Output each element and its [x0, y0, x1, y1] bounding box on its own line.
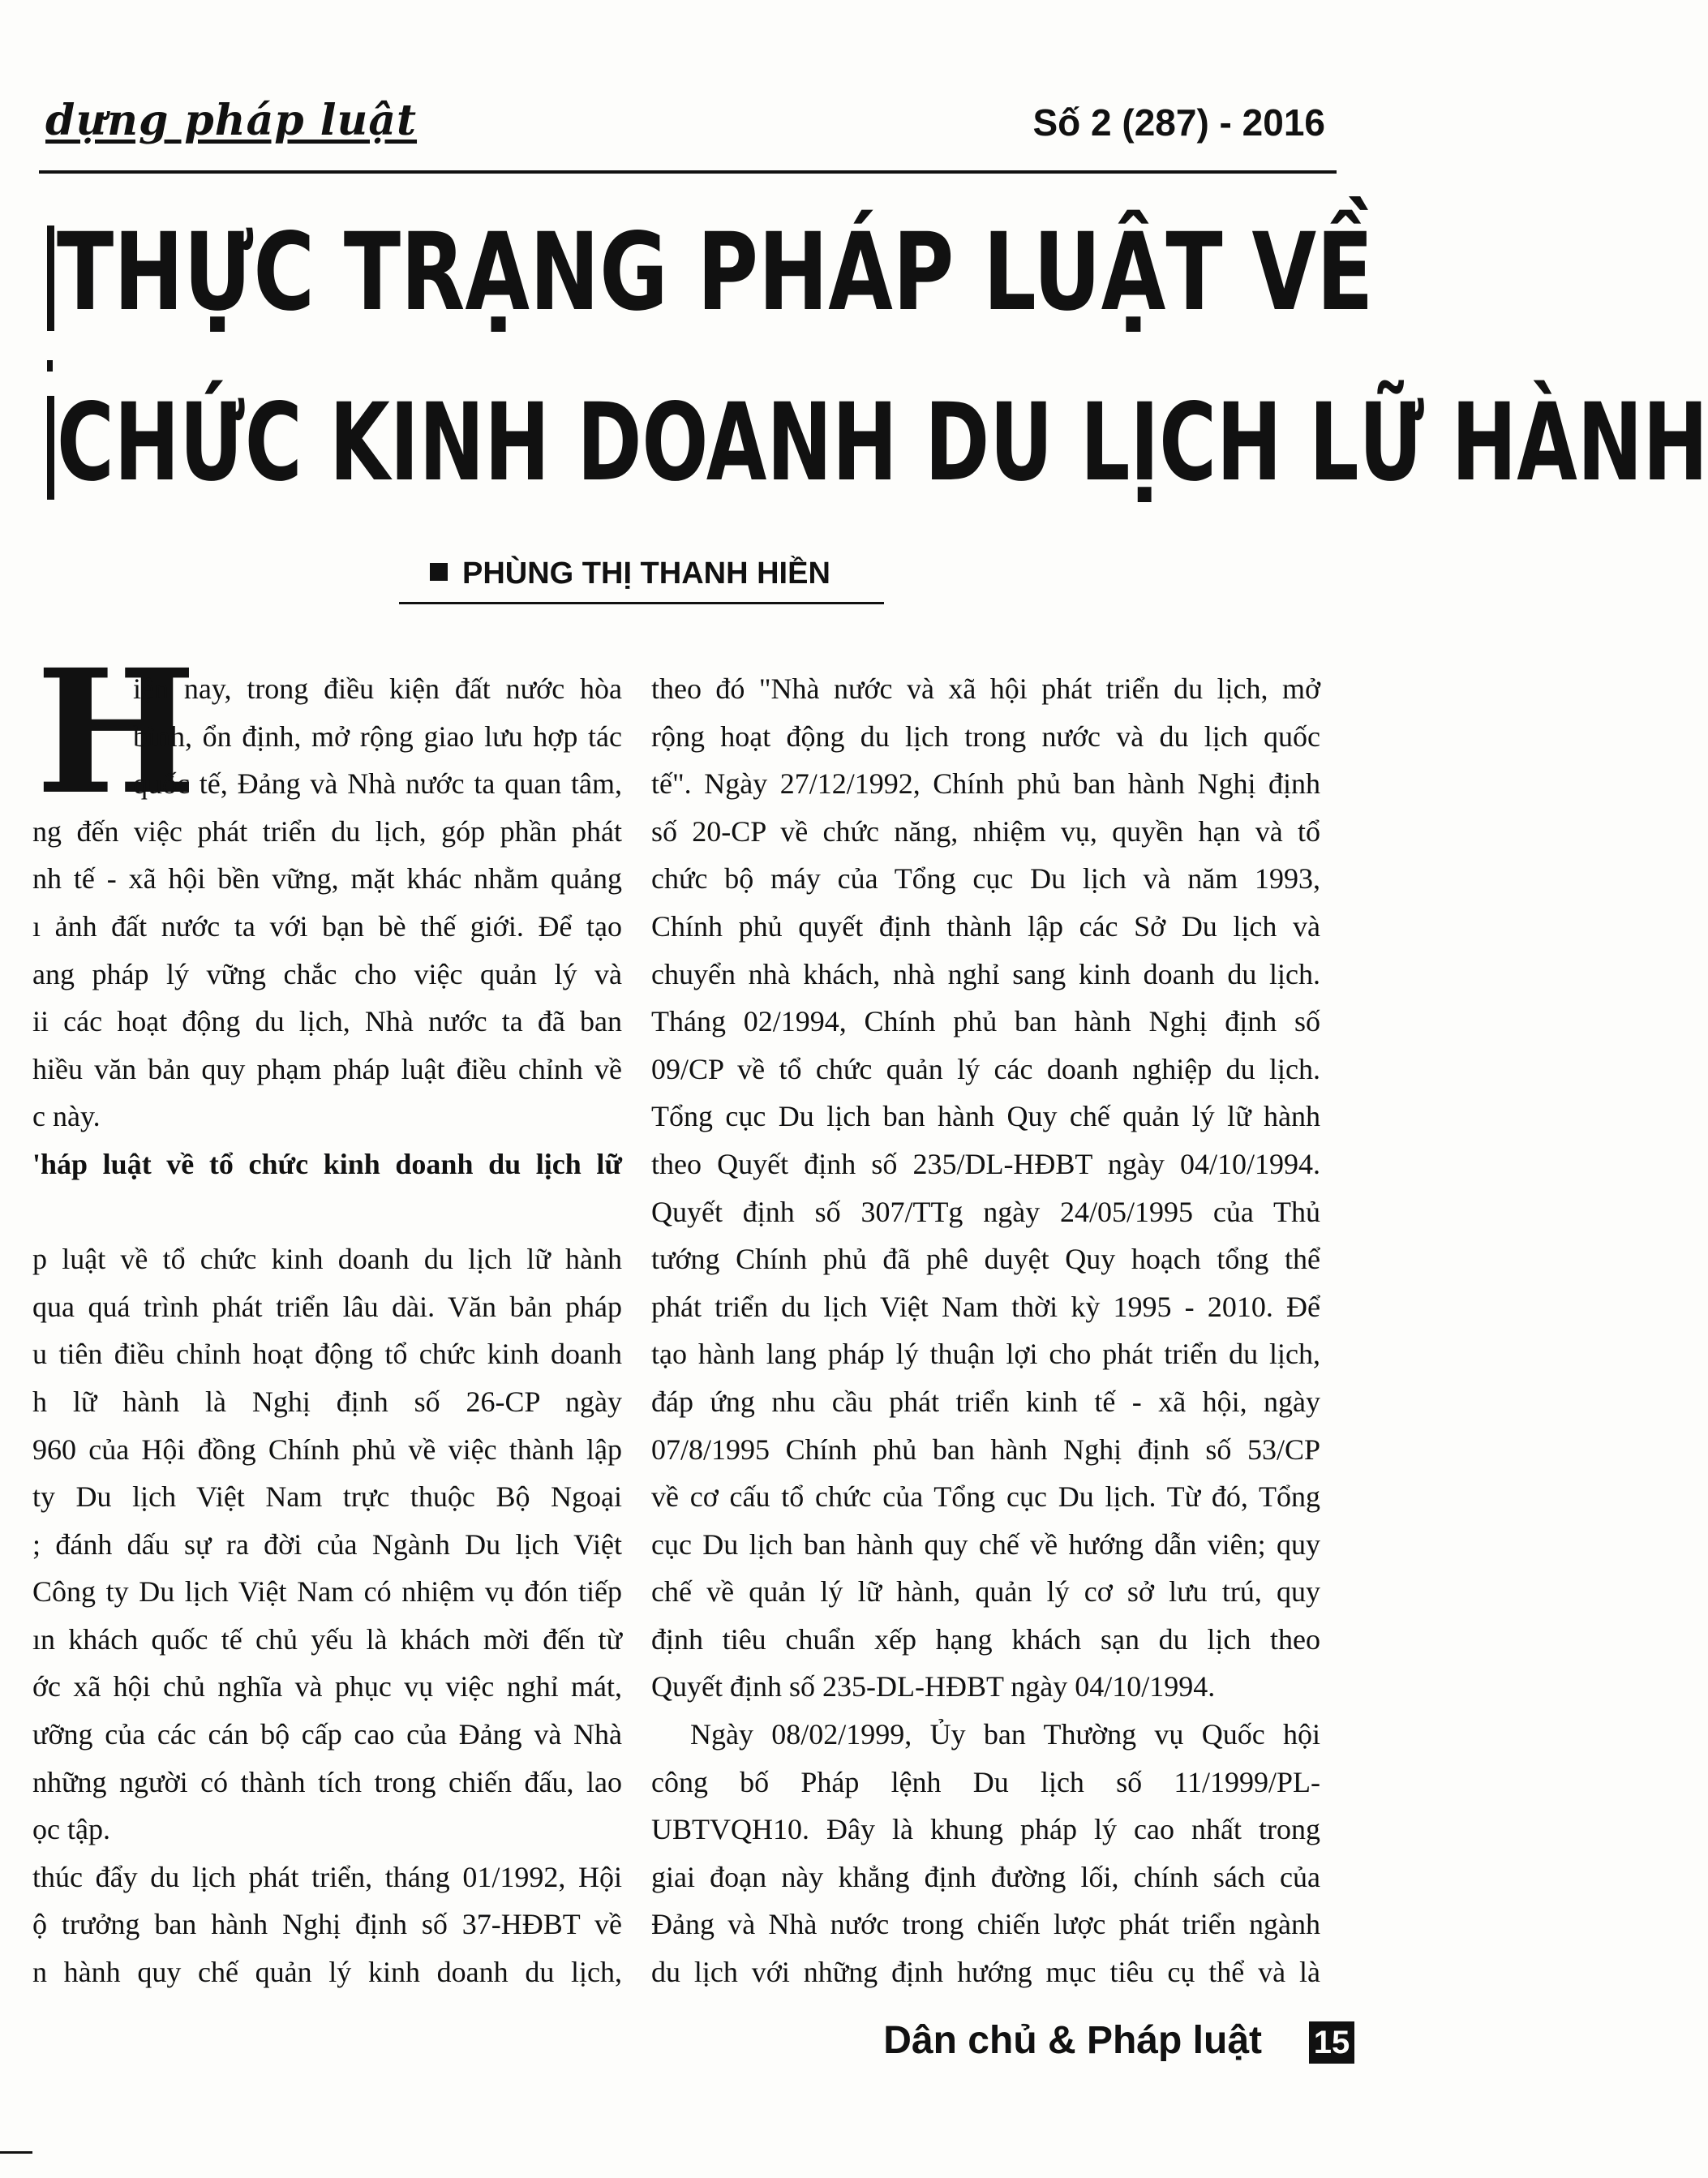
article-title-line-1: THỰC TRẠNG PHÁP LUẬT VỀ — [57, 210, 1374, 335]
square-bullet-icon — [430, 563, 448, 581]
author-byline — [430, 556, 884, 591]
text-line: ; đánh dấu sự ra đời của Ngành Du lịch Việt — [32, 1527, 622, 1561]
text-line: ưỡng của các cán bộ cấp cao của Đảng và Nhà — [32, 1718, 622, 1751]
corner-mark — [0, 2151, 32, 2154]
text-line: những người có thành tích trong chiến đấu, lao — [32, 1765, 622, 1798]
text-line: ı ảnh đất nước ta với bạn bè thế giới. Để tạo — [32, 909, 622, 943]
footer-magazine-name: Dân chủ & Pháp luật — [883, 2019, 1262, 2062]
article-title-line-2: CHỨC KINH DOANH DU LỊCH LỮ HÀNH — [57, 380, 1708, 505]
text-line: 960 của Hội đồng Chính phủ về việc thành lập — [32, 1433, 622, 1466]
author-name: PHÙNG THỊ THANH HIỀN — [462, 556, 830, 591]
title-edge-mark — [47, 360, 53, 372]
drop-cap: H — [36, 632, 197, 832]
title-edge-mark — [47, 396, 54, 500]
text-line: h lữ hành là Nghị định số 26-CP ngày — [32, 1385, 622, 1418]
text-line: 09/CP về tổ chức quản lý các doanh nghiệp du lịch. — [651, 1052, 1320, 1085]
text-line: ii các hoạt động du lịch, Nhà nước ta đã ban — [32, 1005, 622, 1038]
text-line: quốc tế, Đảng và Nhà nước ta quan tâm, — [133, 767, 622, 801]
text-line: Tổng cục Du lịch ban hành Quy chế quản lý lữ hành — [651, 1100, 1320, 1133]
page-number: 15 — [1309, 2021, 1354, 2064]
text-line: ın khách quốc tế chủ yếu là khách mời đến từ — [32, 1622, 622, 1656]
text-line: Đảng và Nhà nước trong chiến lược phát triển ngành — [651, 1908, 1320, 1941]
text-line: theo Quyết định số 235/DL-HĐBT ngày 04/10/1994. — [651, 1147, 1320, 1180]
text-line: du lịch với những định hướng mục tiêu cụ thể và là — [651, 1956, 1320, 1989]
right-text-column — [651, 665, 1320, 1996]
text-line: về cơ cấu tổ chức của Tổng cục Du lịch. Từ đó, Tổng — [651, 1480, 1320, 1514]
text-line: qua quá trình phát triển lâu dài. Văn bản pháp — [32, 1290, 622, 1323]
text-line: số 20-CP về chức năng, nhiệm vụ, quyền hạn và tổ — [651, 814, 1320, 848]
text-line: Ngày 08/02/1999, Ủy ban Thường vụ Quốc hội — [690, 1718, 1320, 1751]
text-line: chuyển nhà khách, nhà nghỉ sang kinh doanh du lịch. — [651, 957, 1320, 990]
text-line: Tháng 02/1994, Chính phủ ban hành Nghị định số — [651, 1005, 1320, 1038]
text-line: tướng Chính phủ đã phê duyệt Quy hoạch tổng thể — [651, 1243, 1320, 1276]
text-line: p luật về tổ chức kinh doanh du lịch lữ hành — [32, 1243, 622, 1276]
text-line: đáp ứng nhu cầu phát triển kinh tế - xã hội, ngày — [651, 1385, 1320, 1418]
text-line: iện nay, trong điều kiện đất nước hòa — [133, 672, 622, 705]
text-line: hiều văn bản quy phạm pháp luật điều chỉnh về — [32, 1052, 622, 1085]
text-line: tạo hành lang pháp lý thuận lợi cho phát triển du lịch, — [651, 1338, 1320, 1371]
text-line: giai đoạn này khẳng định đường lối, chính sách của — [651, 1860, 1320, 1893]
text-line: c này. — [32, 1100, 101, 1133]
issue-number: Số 2 (287) - 2016 — [1032, 101, 1325, 144]
text-line: Quyết định số 307/TTg ngày 24/05/1995 của Thủ — [651, 1195, 1320, 1228]
header-publication-fragment: dựng pháp luật — [45, 96, 418, 145]
text-line: ớc xã hội chủ nghĩa và phục vụ việc nghỉ mát, — [32, 1670, 622, 1703]
text-line: ộ trưởng ban hành Nghị định số 37-HĐBT về — [32, 1908, 622, 1941]
text-line: Chính phủ quyết định thành lập các Sở Du lịch và — [651, 909, 1320, 943]
text-line: cục Du lịch ban hành quy chế về hướng dẫn viên; quy — [651, 1527, 1320, 1561]
text-line: ty Du lịch Việt Nam trực thuộc Bộ Ngoại — [32, 1480, 622, 1514]
text-line: u tiên điều chỉnh hoạt động tổ chức kinh doanh — [32, 1338, 622, 1371]
text-line: tế". Ngày 27/12/1992, Chính phủ ban hành Nghị định — [651, 767, 1320, 801]
header-divider — [39, 170, 1337, 174]
text-line: 'háp luật về tổ chức kinh doanh du lịch lữ — [32, 1147, 622, 1180]
text-line: nh tế - xã hội bền vững, mặt khác nhằm quảng — [32, 862, 622, 896]
title-edge-mark — [47, 226, 54, 331]
text-line: rộng hoạt động du lịch trong nước và du lịch quốc — [651, 720, 1320, 753]
text-line: ọc tập. — [32, 1813, 110, 1846]
text-line: thúc đẩy du lịch phát triển, tháng 01/1992, Hội — [32, 1860, 622, 1893]
text-line: UBTVQH10. Đây là khung pháp lý cao nhất trong — [651, 1813, 1320, 1846]
text-line: bình, ổn định, mở rộng giao lưu hợp tác — [133, 720, 622, 753]
text-line: theo đó "Nhà nước và xã hội phát triển du lịch, mở — [651, 672, 1320, 705]
text-line: ang pháp lý vững chắc cho việc quản lý và — [32, 957, 622, 990]
text-line — [32, 1188, 622, 1236]
text-line: 07/8/1995 Chính phủ ban hành Nghị định số 53/CP — [651, 1433, 1320, 1466]
text-line: ng đến việc phát triển du lịch, góp phần phát — [32, 814, 622, 848]
text-line: công bố Pháp lệnh Du lịch số 11/1999/PL- — [651, 1765, 1320, 1798]
text-line: định tiêu chuẩn xếp hạng khách sạn du lịch theo — [651, 1622, 1320, 1656]
text-line: chức bộ máy của Tổng cục Du lịch và năm 1993, — [651, 862, 1320, 896]
text-line: chế về quản lý lữ hành, quản lý cơ sở lưu trú, quy — [651, 1575, 1320, 1609]
text-line: Công ty Du lịch Việt Nam có nhiệm vụ đón tiếp — [32, 1575, 622, 1609]
text-line: Quyết định số 235-DL-HĐBT ngày 04/10/1994. — [651, 1670, 1216, 1703]
left-text-column — [32, 632, 622, 1996]
text-line: n hành quy chế quản lý kinh doanh du lịch, — [32, 1956, 622, 1989]
author-underline — [399, 602, 884, 604]
text-line: phát triển du lịch Việt Nam thời kỳ 1995 - 2010. Để — [651, 1290, 1320, 1323]
